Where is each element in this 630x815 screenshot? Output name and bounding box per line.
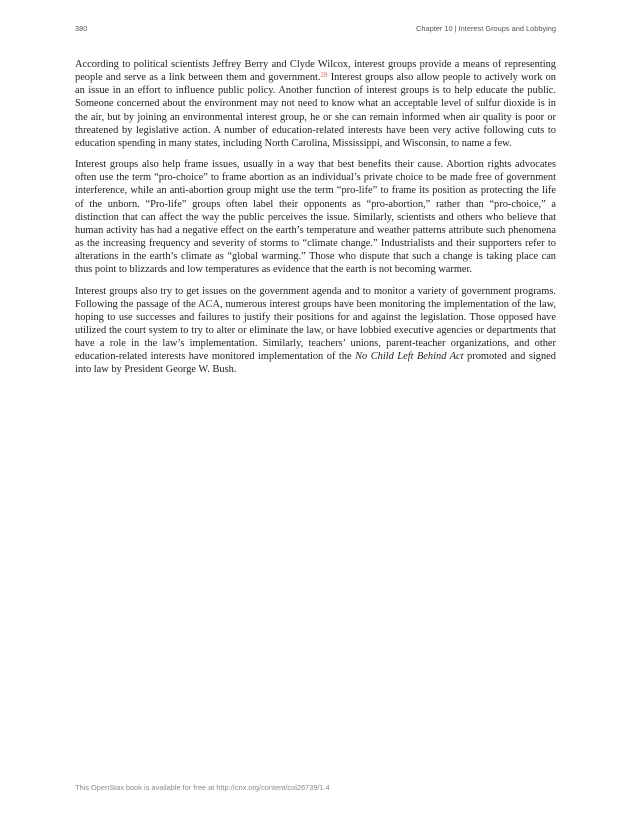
- page-footer: This OpenStax book is available for free at http://cnx.org/content/col26739/1.4: [75, 783, 330, 792]
- paragraph-3-text-continued: promoted and signed into law by President George W. Bush.: [75, 351, 556, 376]
- act-title: No Child Left Behind Act: [355, 351, 464, 363]
- paragraph-3: [75, 285, 556, 377]
- paragraph-1-text-continued: Interest groups also allow people to actively work on an issue in an effort to influence public policy. Another function of interest groups is to help educate the public. Someone concerned about the environment may not need to know what an acceptable level of sulfur dioxide is in the air, but by joining an environmental interest group, he or she can remain informed when air quality is poor or threatened by legislative action. A number of education-related interests have been very active following cuts to education spending in many states, including North Carolina, Mississippi, and Wisconsin, to name a few.: [75, 72, 556, 149]
- page-number: 380: [75, 24, 88, 33]
- paragraph-2: Interest groups also help frame issues, usually in a way that best benefits their cause. Abortion rights advocates often use the term “pro-choice” to frame abortion as an individual’s private choice to be made free of government interference, while an anti-abortion group might use the term “pro-life” to frame its position as protecting the life of the unborn. “Pro-life” groups often label their opponents as “pro-abortion,” rather than “pro-choice,” a distinction that can affect the way the public perceives the issue. Similarly, scientists and others who believe that human activity has had a negative effect on the earth’s temperature and weather patterns attribute such phenomena as the increasing frequency and severity of storms to “climate change.” Industrialists and their supporters refer to alterations in the earth’s climate as “global warming.” Those who dispute that such a change is taking place can thus point to blizzards and low temperatures as evidence that the earth is not becoming warmer.: [75, 159, 556, 276]
- body-text: [75, 58, 556, 385]
- paragraph-1: [75, 58, 556, 150]
- chapter-title: Chapter 10 | Interest Groups and Lobbying: [416, 24, 556, 33]
- paragraph-3-text: Interest groups also try to get issues on the government agenda and to monitor a variety of government programs. Following the passage of the ACA, numerous interest groups have been monitoring the implementation of the law, hoping to use successes and failures to justify their positions for and against the legislation. Those opposed have utilized the court system to try to alter or eliminate the law, or have lobbied executive agencies or departments that have a role in the law’s implementation. Similarly, teachers’ unions, parent-teacher organizations, and other education-related interests have monitored implementation of the: [75, 285, 556, 363]
- paragraph-1-text: According to political scientists Jeffrey Berry and Clyde Wilcox, interest groups provide a means of representing people and serve as a link between them and government.: [75, 59, 556, 84]
- citation-link[interactable]: 28: [320, 71, 328, 80]
